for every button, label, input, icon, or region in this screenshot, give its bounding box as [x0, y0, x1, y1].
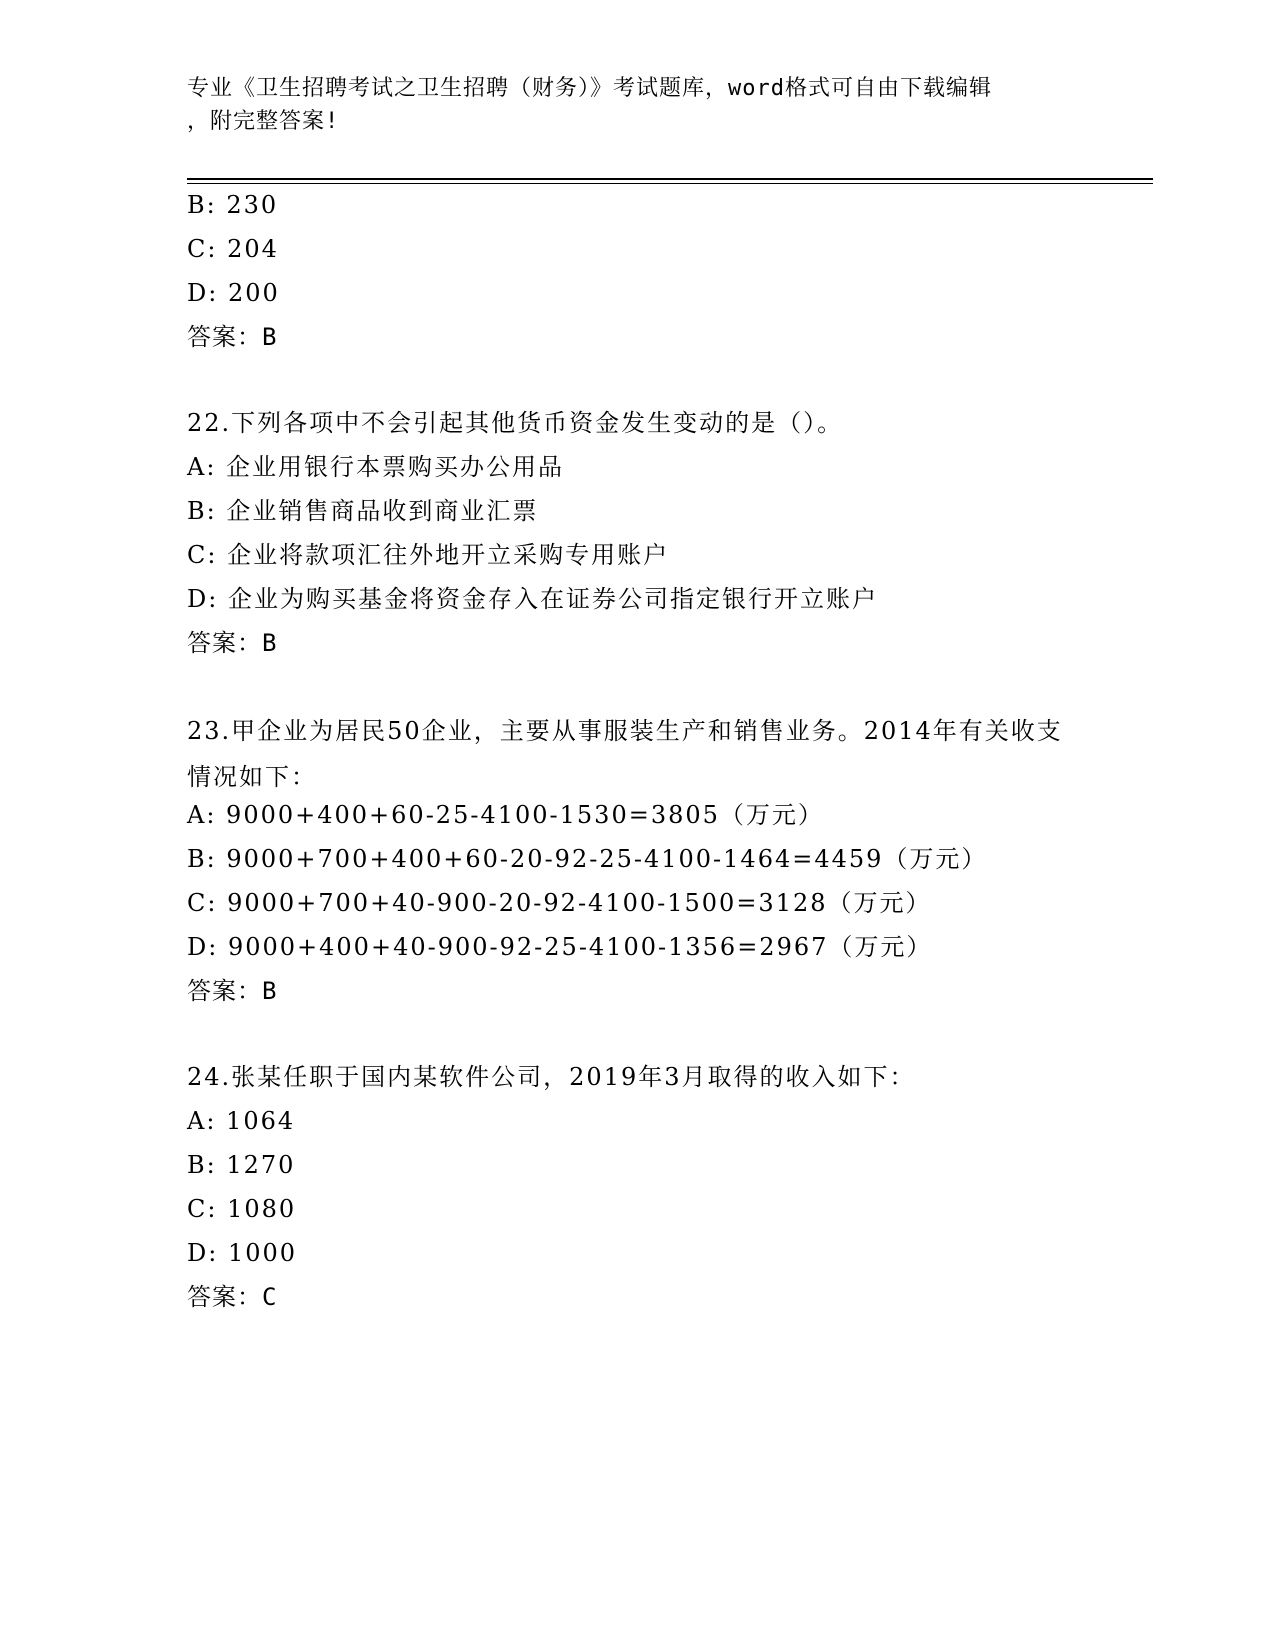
header-rule-thin	[187, 183, 1153, 184]
q21-option-d: D: 200	[187, 279, 280, 307]
q23-option-c: C: 9000+700+40-900-20-92-4100-1500=3128（万元）	[187, 889, 932, 917]
q22-option-a: A: 企业用银行本票购买办公用品	[187, 453, 565, 481]
q21-answer: 答案：B	[187, 323, 278, 351]
header-line-1: 专业《卫生招聘考试之卫生招聘（财务）》考试题库，word格式可自由下载编辑	[187, 76, 992, 101]
q21-option-c: C: 204	[187, 235, 279, 263]
q24-stem: 24.张某任职于国内某软件公司，2019年3月取得的收入如下：	[187, 1063, 916, 1091]
q22-option-c: C: 企业将款项汇往外地开立采购专用账户	[187, 541, 670, 569]
q21-option-b: B: 230	[187, 191, 279, 219]
header-rule-thick	[187, 178, 1153, 180]
q23-option-b: B: 9000+700+400+60-20-92-25-4100-1464=4459（万元）	[187, 845, 988, 873]
q24-option-c: C: 1080	[187, 1195, 297, 1223]
header-line-2: ，附完整答案!	[187, 109, 340, 134]
q22-option-d: D: 企业为购买基金将资金存入在证券公司指定银行开立账户	[187, 585, 878, 613]
q22-answer: 答案：B	[187, 629, 278, 657]
q23-option-d: D: 9000+400+40-900-92-25-4100-1356=2967（万元）	[187, 933, 933, 961]
q23-option-a: A: 9000+400+60-25-4100-1530=3805（万元）	[187, 801, 824, 829]
q24-answer: 答案：C	[187, 1283, 278, 1311]
q24-option-b: B: 1270	[187, 1151, 296, 1179]
q22-option-b: B: 企业销售商品收到商业汇票	[187, 497, 539, 525]
q24-option-d: D: 1000	[187, 1239, 298, 1267]
q23-answer: 答案：B	[187, 977, 278, 1005]
q22-stem: 22.下列各项中不会引起其他货币资金发生变动的是（）。	[187, 409, 844, 437]
q24-option-a: A: 1064	[187, 1107, 296, 1135]
q23-stem: 23.甲企业为居民50企业，主要从事服装生产和销售业务。2014年有关收支情况如下：	[187, 717, 1063, 791]
document-header	[187, 72, 1067, 138]
